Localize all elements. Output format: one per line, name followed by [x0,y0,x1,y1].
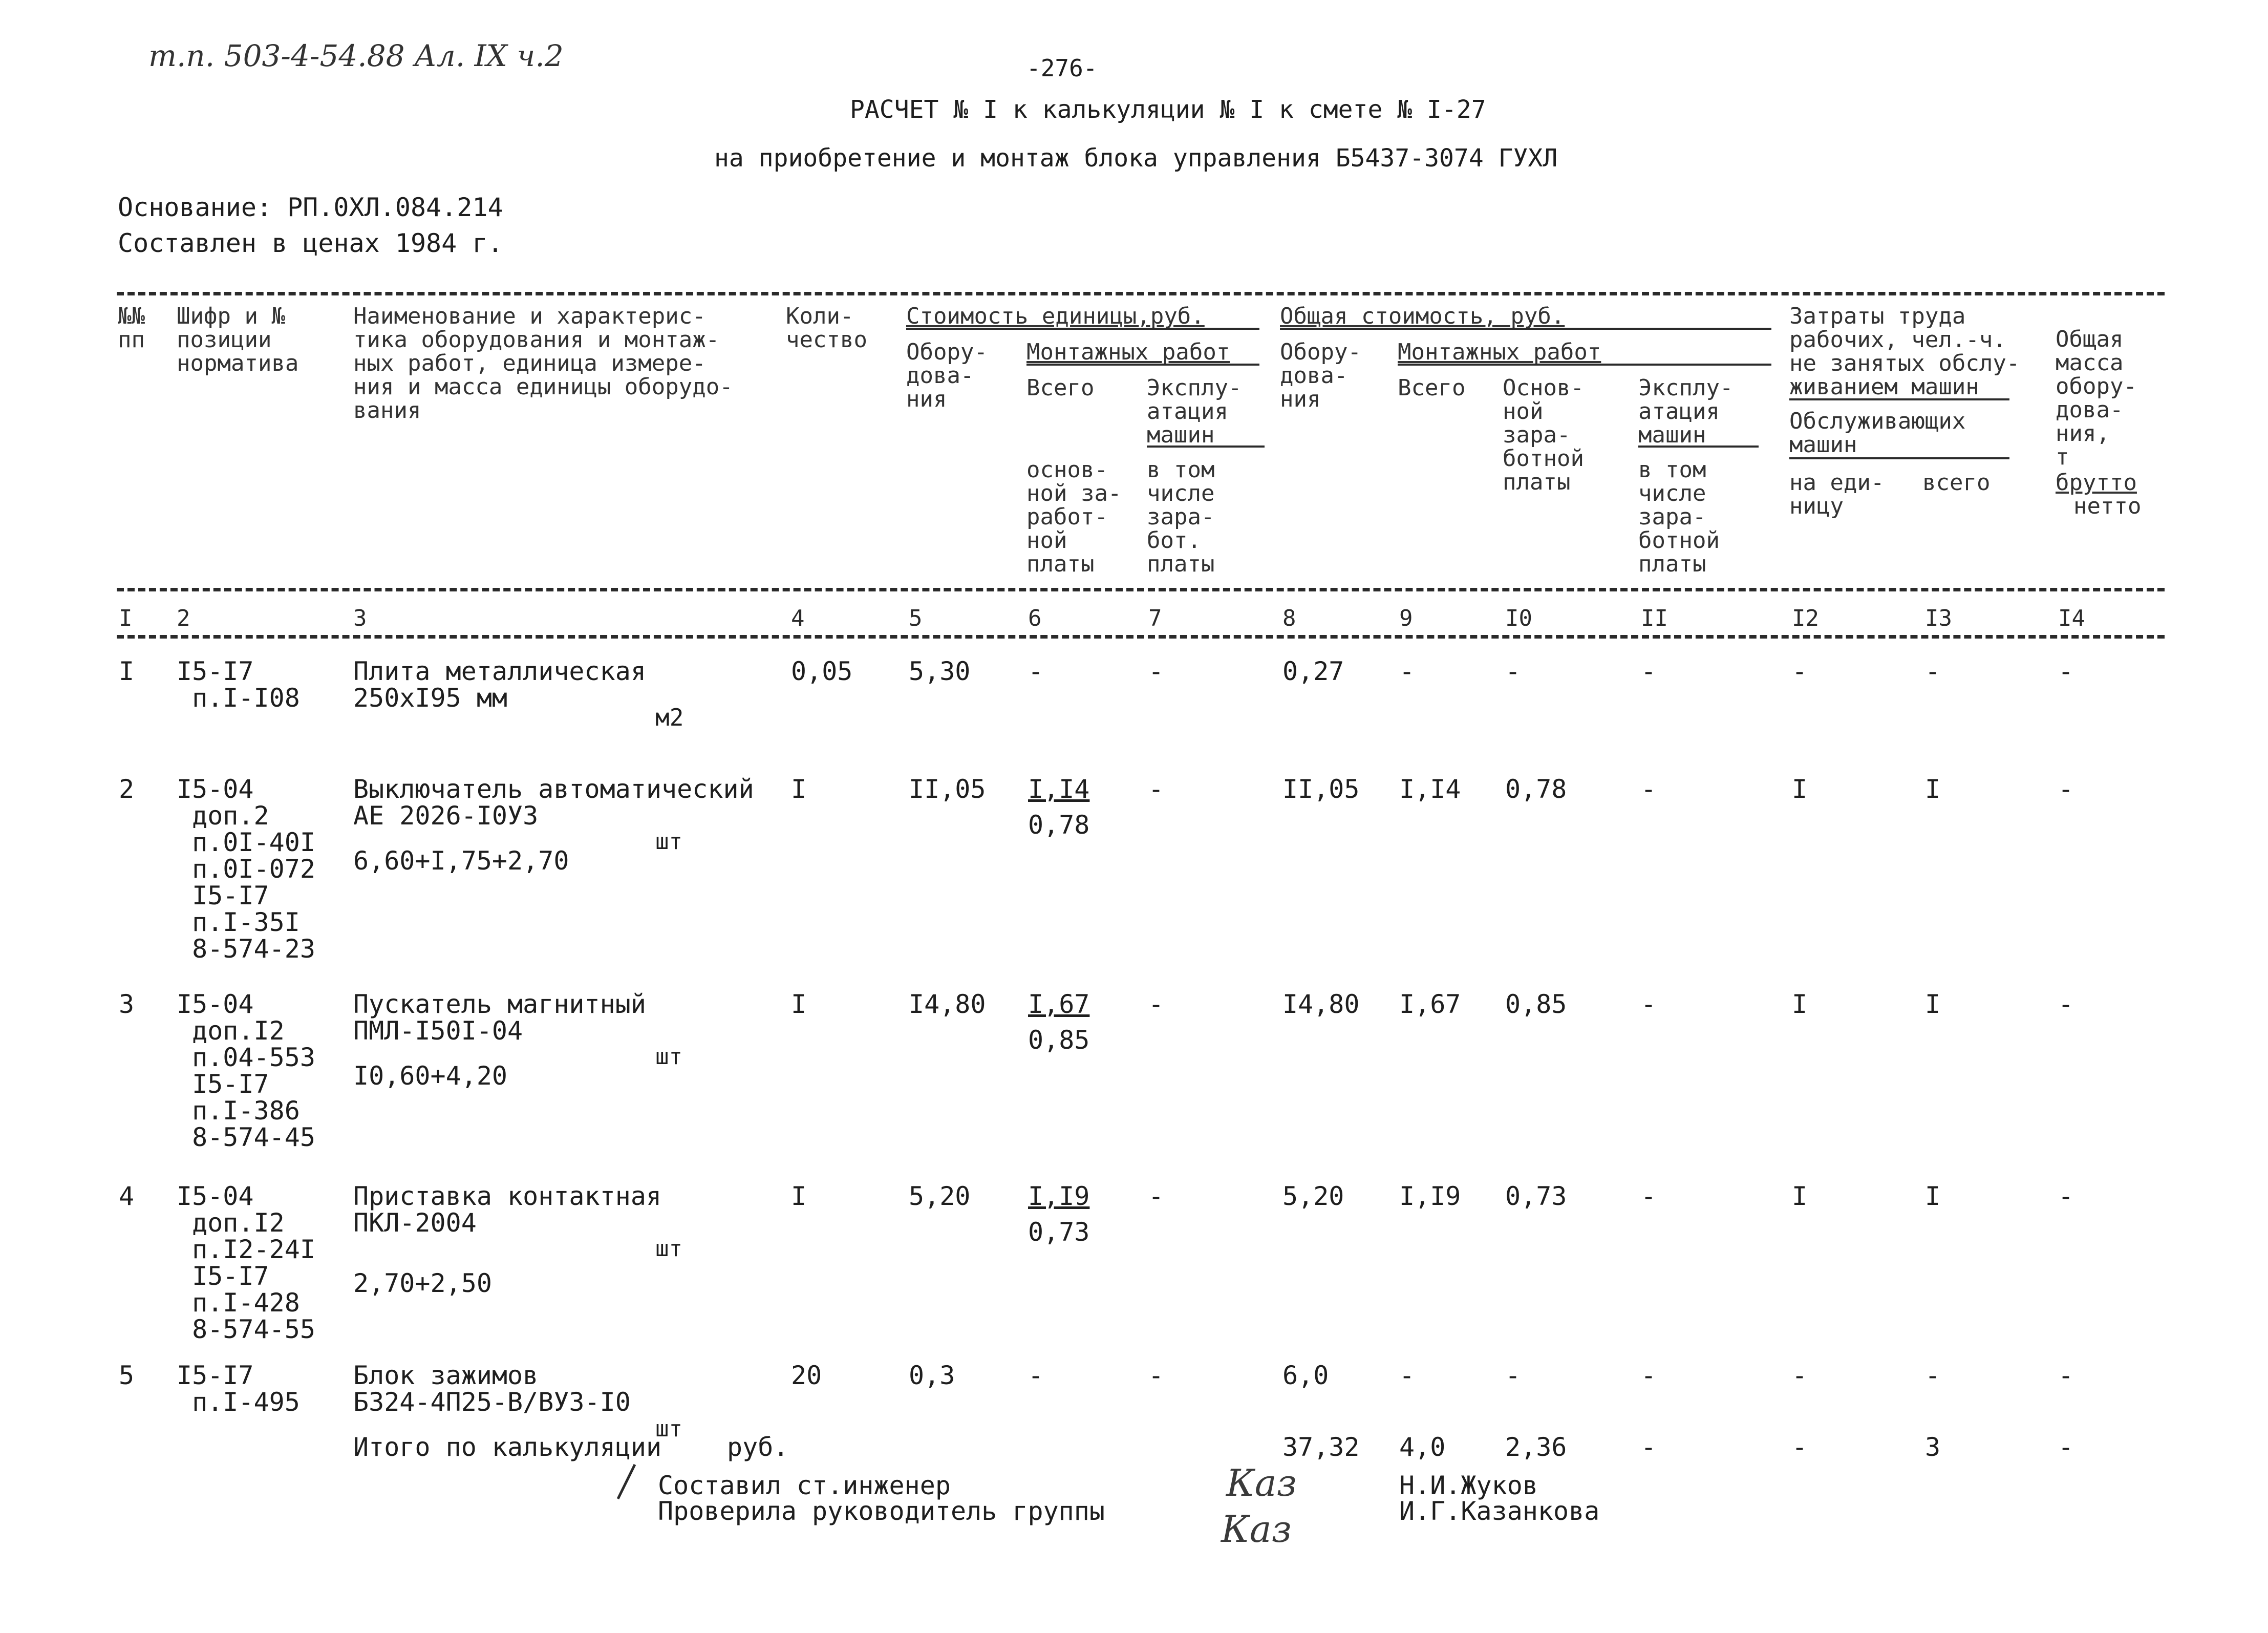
quantity: I [791,989,807,1019]
colnum-7: 7 [1148,605,1162,631]
labor-total: I [1925,1181,1941,1211]
equipment-mass: - [2058,989,2074,1019]
totals-machine-operation: - [1641,1432,1657,1462]
header-bottom-rule [117,588,2165,591]
item-unit: шт [655,1416,682,1442]
basis-line: Основание: РП.0ХЛ.084.214 [118,193,503,222]
header-code: Шифр и № позиции норматива [177,303,299,376]
unit-equipment-cost: 0,3 [909,1361,955,1390]
colnum-11: II [1641,605,1668,631]
unit-mounting-total: - [1028,656,1044,686]
total-equipment-cost: II,05 [1282,774,1360,804]
item-unit: шт [655,1236,682,1262]
totals-equipment-cost: 37,32 [1282,1432,1360,1462]
total-base-wage: 0,73 [1505,1181,1567,1211]
equipment-mass: - [2058,1361,2074,1390]
prices-year-line: Составлен в ценах 1984 г. [118,228,503,258]
page-number: -276- [1026,54,1098,82]
labor-per-unit: I [1792,1181,1808,1211]
colnum-5: 5 [909,605,923,631]
header-col6-top: Всего [1026,375,1095,401]
unit-equipment-cost: I4,80 [909,989,986,1019]
total-mounting: - [1399,656,1415,686]
total-base-wage: - [1505,1361,1521,1390]
header-unit-equipment: Обору- дова- ния [906,339,988,412]
header-col13: всего [1922,470,1991,496]
price-formula: 2,70+2,50 [353,1268,492,1298]
row-number: I [119,656,135,686]
unit-cost-rule [906,328,1259,330]
colnum-13: I3 [1925,605,1952,631]
norm-code: I5-04 доп.I2 п.I2-24I I5-I7 п.I-428 8-574-55 [177,1181,315,1344]
unit-mounting-total: I,67 [1028,989,1090,1019]
table-top-rule [117,292,2165,295]
item-unit: шт [655,1044,682,1070]
header-col7-top: Эксплу- атация машин [1147,375,1242,448]
unit-machine-operation: - [1148,656,1164,686]
total-equipment-cost: 0,27 [1282,656,1344,686]
header-total-cost: Общая стоимость, руб. [1280,303,1565,329]
header-mass-gross: брутто [2056,470,2137,496]
colnum-6: 6 [1028,605,1042,631]
header-row-number: №№ пп [118,303,145,353]
row-number: 4 [119,1181,135,1211]
labor-total: I [1925,989,1941,1019]
unit-machine-operation: - [1148,1181,1164,1211]
header-labor: Затраты труда рабочих, чел.-ч. не занятых обслу- живанием машин [1789,303,2020,400]
total-mounting: I,I4 [1399,774,1461,804]
header-col9: Всего [1398,375,1466,401]
unit-machine-operation: - [1148,989,1164,1019]
header-name: Наименование и характерис- тика оборудования и монтаж- ных работ, единица измере- ния и масса единицы оборудо- вания [353,303,733,423]
row-number: 5 [119,1361,135,1390]
total-mounting: I,I9 [1399,1181,1461,1211]
header-quantity: Коли- чество [786,303,867,353]
document-code: т.п. 503-4-54.88 Ал. IX ч.2 [148,38,564,73]
colnum-14: I4 [2058,605,2085,631]
checker-signature: Каз [1221,1508,1292,1551]
colnum-3: 3 [353,605,367,631]
equipment-mass: - [2058,656,2074,686]
compiler-signature: Каз [1226,1461,1297,1504]
header-col7-bottom: в том числе зара- бот. платы [1147,457,1215,577]
compiled-by-label: Составил ст.инженер [658,1471,951,1500]
totals-base-wage: 2,36 [1505,1432,1567,1462]
row-number: 3 [119,989,135,1019]
total-base-wage: - [1505,656,1521,686]
calc-title: РАСЧЕТ № I к калькуляции № I к смете № I-27 [850,95,1486,124]
compiler-name: Н.И.Жуков [1399,1471,1538,1500]
colnum-1: I [119,605,133,631]
labor-service-rule [1789,457,2009,459]
header-mass-net: нетто [2073,493,2142,519]
unit-mounting-rule [1026,364,1259,366]
unit-equipment-cost: 5,20 [909,1181,971,1211]
item-name: Приставка контактная ПКЛ-2004 [353,1181,662,1238]
totals-labor: 3 [1925,1432,1941,1462]
norm-code: I5-I7 п.I-495 [177,1361,300,1417]
equipment-mass: - [2058,774,2074,804]
totals-label: Итого по калькуляции [353,1432,662,1462]
labor-per-unit: - [1792,1361,1808,1390]
labor-per-unit: - [1792,656,1808,686]
total-machine-operation: - [1641,774,1657,804]
norm-code: I5-04 доп.I2 п.04-553 I5-I7 п.I-386 8-574-45 [177,989,315,1152]
unit-machine-operation: - [1148,774,1164,804]
labor-total: - [1925,1361,1941,1390]
header-col6-bottom: основ- ной за- работ- ной платы [1026,457,1122,577]
col11-rule [1638,446,1759,448]
calc-subtitle: на приобретение и монтаж блока управления Б5437-3074 ГУХЛ [714,144,1558,173]
unit-mounting-total: - [1028,1361,1044,1390]
colnum-4: 4 [791,605,805,631]
total-cost-rule [1280,328,1771,330]
col7-rule [1147,446,1265,448]
item-name: Блок зажимов Б324-4П25-В/ВУЗ-I0 [353,1361,631,1417]
item-unit: шт [655,829,682,855]
colnum-10: I0 [1505,605,1532,631]
unit-base-wage: 0,78 [1028,810,1090,840]
unit-base-wage: 0,73 [1028,1217,1090,1247]
header-col11-bottom: в том числе зара- ботной платы [1638,457,1720,577]
header-mass: Общая масса обору- дова- ния, т [2056,326,2137,470]
item-unit: м2 [655,704,684,731]
colnum-12: I2 [1792,605,1819,631]
total-mounting-rule [1398,364,1771,366]
header-col10: Основ- ной зара- ботной платы [1503,375,1584,495]
unit-equipment-cost: II,05 [909,774,986,804]
unit-machine-operation: - [1148,1361,1164,1390]
total-machine-operation: - [1641,989,1657,1019]
labor-per-unit: I [1792,774,1808,804]
price-formula: 6,60+I,75+2,70 [353,846,569,876]
checker-name: И.Г.Казанкова [1399,1496,1600,1526]
unit-equipment-cost: 5,30 [909,656,971,686]
totals-mounting: 4,0 [1399,1432,1446,1462]
equipment-mass: - [2058,1181,2074,1211]
total-equipment-cost: I4,80 [1282,989,1360,1019]
header-col11-top: Эксплу- атация машин [1638,375,1734,448]
quantity: 20 [791,1361,822,1390]
norm-code: I5-04 доп.2 п.0I-40I п.0I-072 I5-I7 п.I-35I 8-574-23 [177,774,315,964]
total-mounting: - [1399,1361,1415,1390]
item-name: Плита металлическая 250хI95 мм [353,656,646,713]
quantity: 0,05 [791,656,853,686]
unit-mounting-total: I,I9 [1028,1181,1090,1211]
labor-total: I [1925,774,1941,804]
header-total-equipment: Обору- дова- ния [1280,339,1361,412]
quantity: I [791,1181,807,1211]
total-base-wage: 0,85 [1505,989,1567,1019]
item-name: Выключатель автоматический АЕ 2026-I0У3 [353,774,754,831]
totals-labor-per-unit: - [1792,1432,1808,1462]
norm-code: I5-I7 п.I-I08 [177,656,300,713]
colnum-2: 2 [177,605,190,631]
totals-mass: - [2058,1432,2074,1462]
checked-by-label: Проверила руководитель группы [658,1496,1105,1526]
total-machine-operation: - [1641,1181,1657,1211]
header-unit-cost: Стоимость единицы,руб. [906,303,1205,329]
total-equipment-cost: 5,20 [1282,1181,1344,1211]
header-total-mounting: Монтажных работ [1398,339,1601,365]
total-machine-operation: - [1641,656,1657,686]
item-name: Пускатель магнитный ПМЛ-I50I-04 [353,989,646,1046]
unit-mounting-total: I,I4 [1028,774,1090,804]
total-mounting: I,67 [1399,989,1461,1019]
header-col12: на еди- ницу [1789,470,1885,519]
total-equipment-cost: 6,0 [1282,1361,1329,1390]
header-unit-mounting: Монтажных работ [1026,339,1230,365]
column-numbers-rule [117,635,2165,639]
row-number: 2 [119,774,135,804]
quantity: I [791,774,807,804]
check-mark [612,1462,643,1503]
price-formula: I0,60+4,20 [353,1061,508,1091]
labor-per-unit: I [1792,989,1808,1019]
total-machine-operation: - [1641,1361,1657,1390]
labor-total: - [1925,656,1941,686]
labor-rule [1789,398,2009,400]
totals-unit: руб. [727,1432,789,1462]
unit-base-wage: 0,85 [1028,1025,1090,1055]
colnum-8: 8 [1282,605,1296,631]
colnum-9: 9 [1399,605,1413,631]
total-base-wage: 0,78 [1505,774,1567,804]
header-labor-service: Обслуживающих машин [1789,408,1966,458]
